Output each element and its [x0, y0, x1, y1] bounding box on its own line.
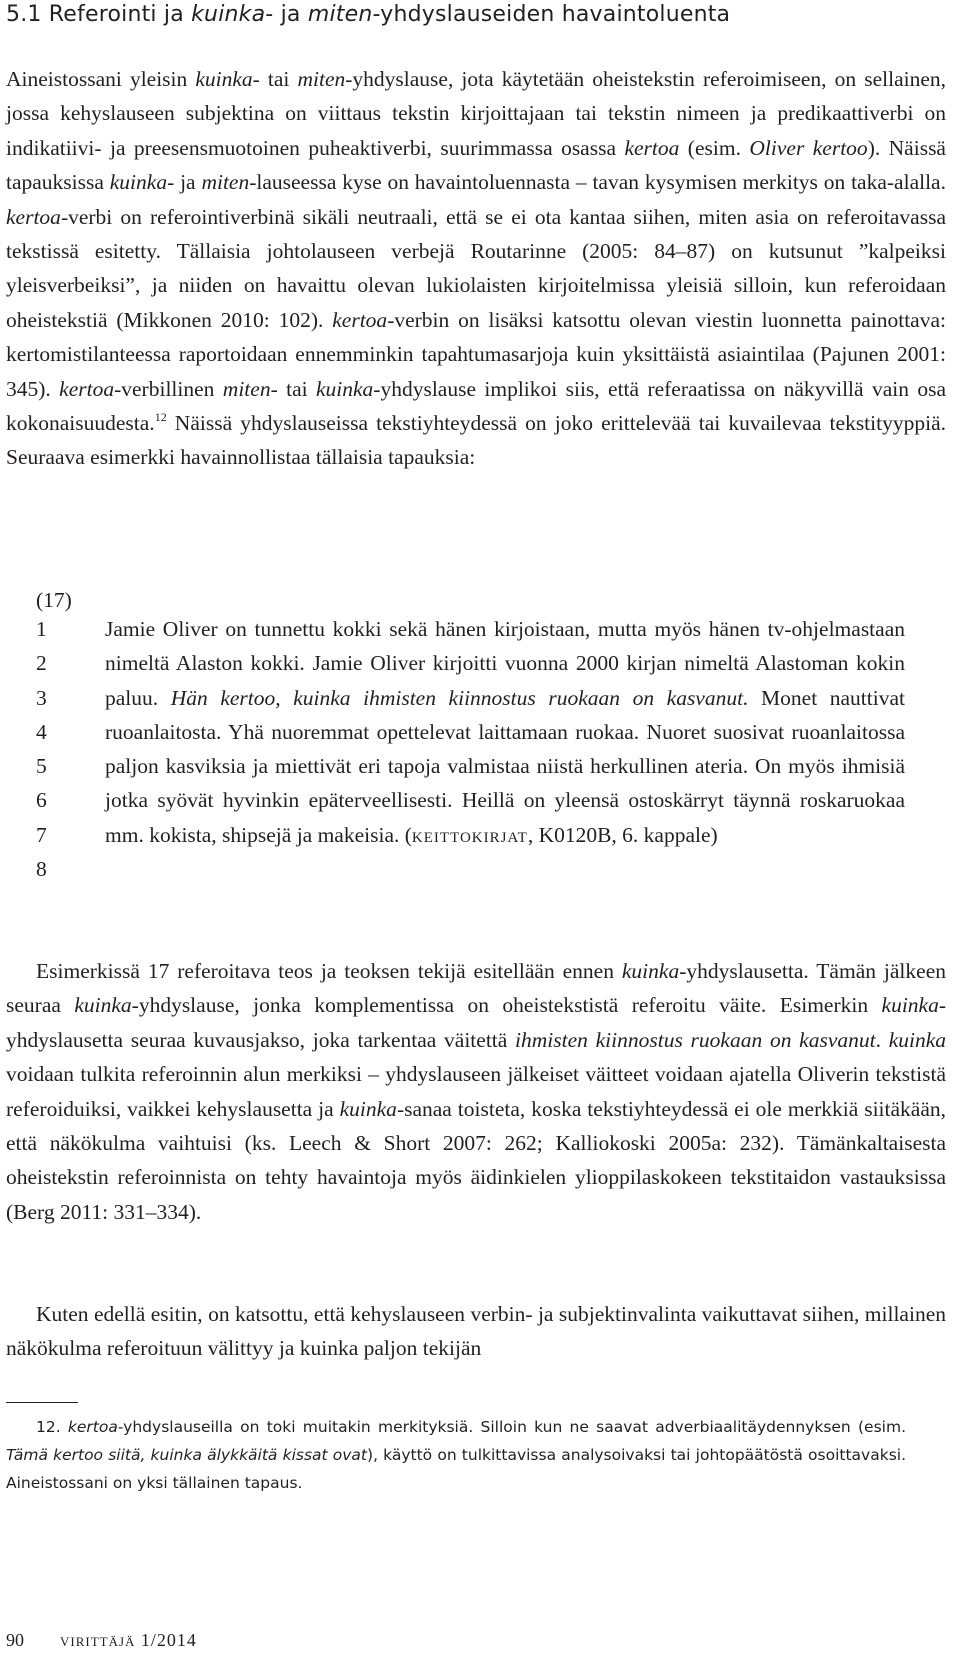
line-number: 3: [36, 685, 47, 710]
footnote: 12. kertoa-yhdyslauseilla on toki muitakin merkityksiä. Silloin kun ne saavat adverbiaalitäydennyksen (esim. Tämä kertoo siitä, kuinka älykkäitä kissat ovat), käyttö on tulkittavissa analysoivaksi tai johtopäätöstä osoittavaksi. Aineistossani on yksi tällainen tapaus.: [6, 1418, 906, 1492]
line-number: 8: [36, 857, 47, 882]
line-number: 6: [36, 788, 47, 813]
paragraph-1: Aineistossani yleisin kuinka- tai miten-yhdyslause, jota käytetään oheistekstin referoimiseen, on sellainen, jossa kehyslauseen subjektina on viittaus tekstin kirjoittajaan tai tekstin nimeen ja predikaattiverbi on indikatiivi- ja preesensmuotoinen puheaktiverbi, suurimmassa osassa kertoa (esim. Oliver kertoo). Näissä tapauksissa kuinka- ja miten-lauseessa kyse on havaintoluennasta – tavan kysymisen merkitys on taka-alalla. kertoa-verbi on referointiverbinä sikäli neutraali, että se ei ota kantaa siihen, miten asia on referoitavassa tekstissä esitetty. Tällaisia johtolauseen verbejä Routarinne (2005: 84–87) on kutsunut ”kalpeiksi yleisverbeiksi”, ja niiden on havaittu olevan lukiolaisten kirjoitelmissa yleisiä silloin, kun referoidaan oheistekstiä (Mikkonen 2010: 102). kertoa-verbin on lisäksi katsottu olevan viestin luonnetta painottava: kertomistilanteessa raportoidaan ennemminkin tapahtumasarjoja kuin yksittäistä asiaintilaa (Pajunen 2001: 345). kertoa-verbillinen miten- tai kuinka-yhdyslause implikoi siis, että referaatissa on näkyvillä vain osa kokonaisuudesta.$^{12}$ Näissä yhdyslauseissa tekstiyhteydessä on joko erittelevää tai kuvailevaa tekstityyppiä. Seuraava esimerkki havainnollistaa tällaisia tapauksia:: [6, 67, 947, 470]
line-number: 2: [36, 651, 47, 676]
line-number: 4: [36, 719, 47, 744]
page-footer: [6, 1628, 197, 1652]
footnote-number: 12.: [36, 1418, 61, 1436]
example-line-numbers: [36, 612, 76, 886]
journal-name: virittäjä 1/2014: [60, 1630, 197, 1650]
line-number: 5: [36, 754, 47, 779]
paragraph-3: Kuten edellä esitin, on katsottu, että kehyslauseen verbin- ja subjektinvalinta vaikuttavat siihen, millainen näkökulma referoituun välittyy ja kuinka paljon tekijän: [6, 1302, 946, 1361]
example-text: Jamie Oliver on tunnettu kokki sekä hänen kirjoistaan, mutta myös hänen tv-ohjelmastaan nimeltä Alaston kokki. Jamie Oliver kirjoitti vuonna 2000 kirjan nimeltä Alastoman kokin paluu. Hän kertoo, kuinka ihmisten kiinnostus ruokaan on kasvanut. Monet nauttivat ruoanlaitosta. Yhä nuoremmat opettelevat laittamaan ruokaa. Nuoret suosivat ruoanlaitossa paljon kasviksia ja miettivät eri tapoja valmistaa niistä herkullinen ateria. On myös ihmisiä jotka syövät hyvinkin epäterveellisesti. Heillä on yleensä ostoskärryt täynnä roskaruokaa mm. kokista, shipsejä ja makeisia. (keittokirjat, K0120B, 6. kappale): [105, 617, 905, 847]
footnote-divider: [6, 1402, 78, 1403]
page-number: 90: [6, 1630, 24, 1650]
line-number: 1: [36, 617, 47, 641]
section-heading: 5.1 Referointi ja kuinka- ja miten-yhdyslauseiden havaintoluenta: [6, 2, 731, 27]
line-number: 7: [36, 822, 47, 847]
footnote-reference[interactable]: 12: [154, 410, 167, 425]
example-label: (17): [36, 588, 72, 612]
paragraph-2: Esimerkissä 17 referoitava teos ja teoksen tekijä esitellään ennen kuinka-yhdyslausetta. Tämän jälkeen seuraa kuinka-yhdyslause, jonka komplementissa on oheistekstistä referoitu väite. Esimerkin kuinka-yhdyslausetta seuraa kuvausjakso, joka tarkentaa väitettä ihmisten kiinnostus ruokaan on kasvanut. kuinka voidaan tulkita referoinnin alun merkiksi – yhdyslauseen jälkeiset väitteet voidaan ajatella Oliverin tekstistä referoiduiksi, vaikkei kehyslausetta ja kuinka-sanaa toisteta, koska tekstiyhteydessä ei ole merkkiä siitäkään, että näkökulma vaihtuisi (ks. Leech & Short 2007: 262; Kalliokoski 2005a: 232). Tämänkaltaisesta oheistekstin referoinnista on tehty havaintoja myös äidinkielen ylioppilaskokeen tekstitaidon vastauksissa (Berg 2011: 331–334).: [6, 959, 947, 1224]
